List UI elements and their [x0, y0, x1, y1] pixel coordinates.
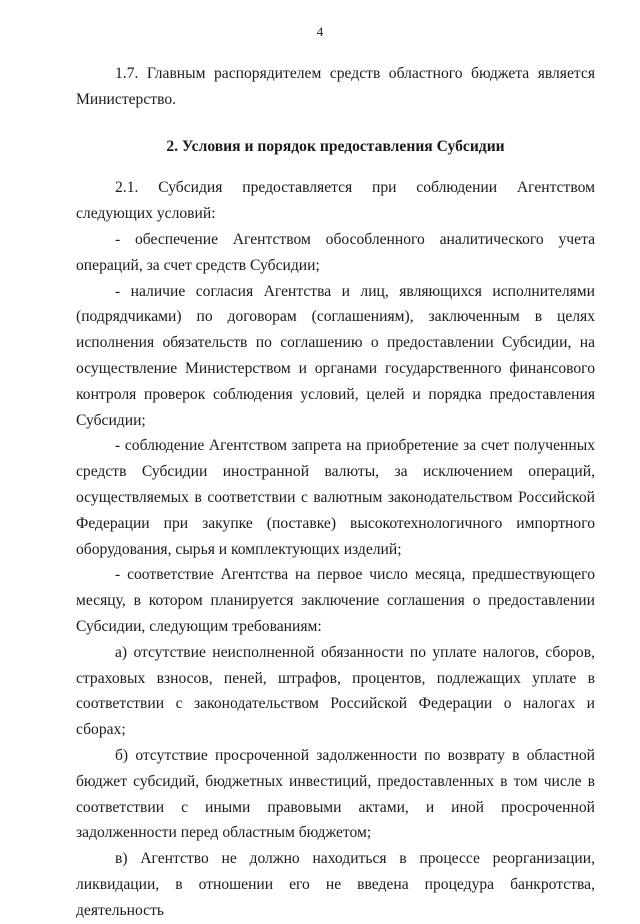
list-item-consent: - наличие согласия Агентства и лиц, являющихся исполнителями (подрядчиками) по договорам (соглашениям), заключенным в целях исполнения обязательств по соглашению о предоставлении Субсидии, на осуществление Министерством и органами государственного финансового контроля проверок соблюдения условий, целей и порядка предоставления Субсидии; — [76, 282, 595, 429]
requirement-v: в) Агентство не должно находиться в процессе реорганизации, ликвидации, в отношении его не введена процедура банкротства, деятельность — [76, 850, 595, 919]
page-number: 4 — [316, 24, 324, 39]
requirement-b: б) отсутствие просроченной задолженности по возврату в областной бюджет субсидий, бюджетных инвестиций, предоставленных в том числе в соответствии с иными правовыми актами, и иной просроченной задолженности перед областным бюджетом; — [76, 746, 595, 842]
list-item-requirements: - соответствие Агентства на первое число месяца, предшествующего месяцу, в котором планируется заключение соглашения о предоставлении Субсидии, следующим требованиям: — [76, 566, 595, 635]
paragraph-2-1: 2.1. Субсидия предоставляется при соблюдении Агентством следующих условий: — [76, 179, 595, 223]
list-item-currency-ban: - соблюдение Агентством запрета на приобретение за счет полученных средств Субсидии иностранной валюты, за исключением операций, осуществляемых в соответствии с валютным законодательством Российской Федерации при закупке (поставке) высокотехнологичного импортного оборудования, сырья и комплектующих изделий; — [76, 437, 595, 558]
paragraph-1-7: 1.7. Главным распорядителем средств областного бюджета является Министерство. — [76, 65, 595, 108]
requirement-a: а) отсутствие неисполненной обязанности по уплате налогов, сборов, страховых взносов, пеней, штрафов, процентов, подлежащих уплате в соответствии с законодательством Российской Федерации о налогах и сборах; — [76, 643, 595, 739]
section-heading: 2. Условия и порядок предоставления Субсидии — [166, 137, 505, 155]
document-body — [76, 61, 595, 924]
list-item-accounting: - обеспечение Агентством обособленного аналитического учета операций, за счет средств Субсидии; — [76, 230, 595, 274]
